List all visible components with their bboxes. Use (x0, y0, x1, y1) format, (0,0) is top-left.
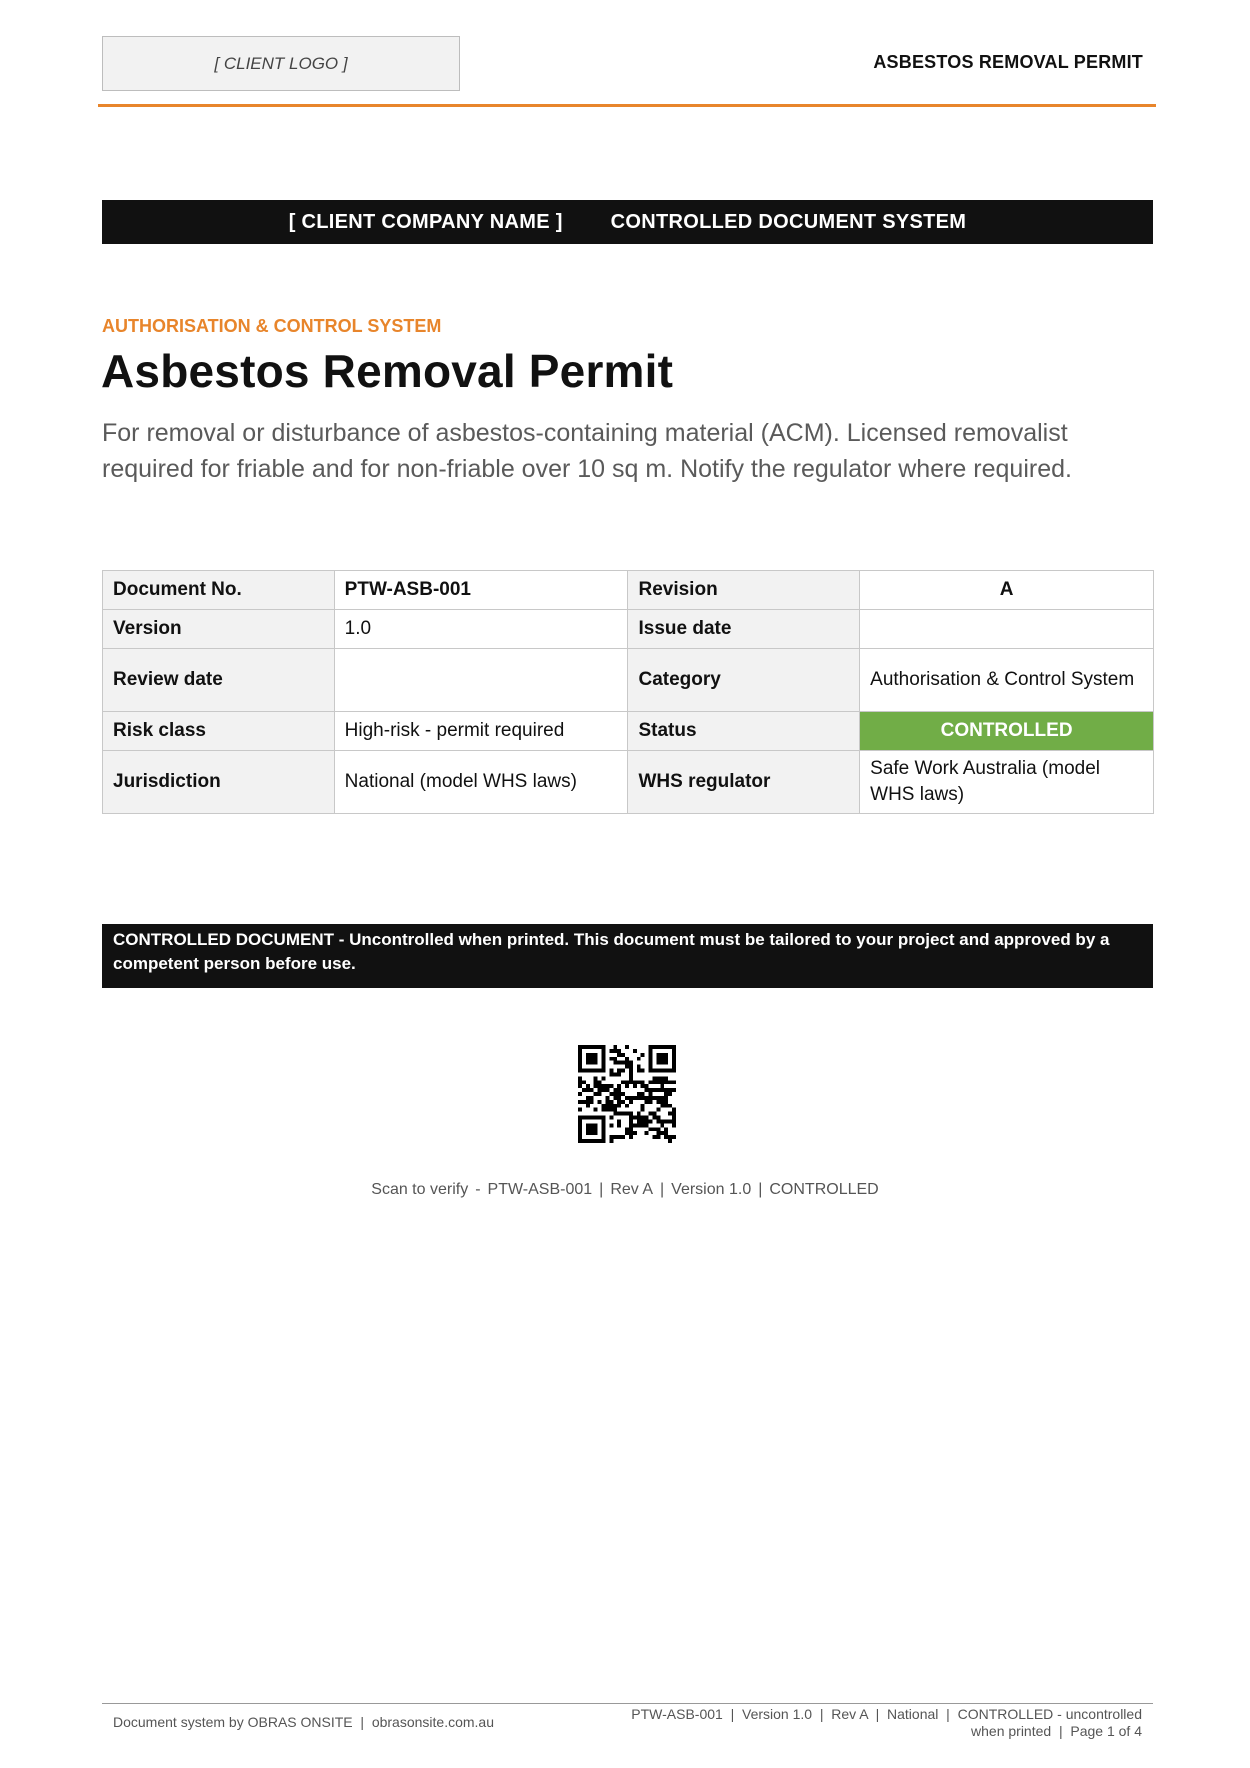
version-label: Version (103, 610, 335, 649)
issue-date-label: Issue date (628, 610, 860, 649)
regulator-label: WHS regulator (628, 751, 860, 814)
jurisdiction-value: National (model WHS laws) (334, 751, 628, 814)
table-row (103, 610, 1154, 649)
intro-paragraph: For removal or disturbance of asbestos-containing material (ACM). Licensed removalist required for friable and for non-friable over 10 sq m. Notify the regulator where required. (102, 419, 1072, 483)
verify-rev: Rev A (610, 1181, 653, 1198)
footer-credit: Document system by OBRAS ONSITE | obrasonsite.com.au (113, 1714, 494, 1730)
client-logo-placeholder: [ CLIENT LOGO ] (102, 36, 460, 91)
risk-class-label: Risk class (103, 712, 335, 751)
review-date-value (334, 649, 628, 712)
banner-system-name: CONTROLLED DOCUMENT SYSTEM (610, 210, 967, 233)
issue-date-value (860, 610, 1154, 649)
status-label: Status (628, 712, 860, 751)
page-title: Asbestos Removal Permit (101, 345, 674, 397)
document-no-value: PTW-ASB-001 (334, 571, 628, 610)
controlled-document-notice (102, 924, 1153, 988)
header-divider (98, 104, 1156, 107)
version-value: 1.0 (334, 610, 628, 649)
regulator-value: Safe Work Australia (model WHS laws) (860, 751, 1154, 814)
revision-value: A (860, 571, 1154, 610)
document-no-label: Document No. (103, 571, 335, 610)
status-badge: CONTROLLED (860, 712, 1154, 751)
banner-company-name: [ CLIENT COMPANY NAME ] (288, 210, 563, 233)
jurisdiction-label: Jurisdiction (103, 751, 335, 814)
footer-divider (102, 1703, 1153, 1704)
verify-status: CONTROLLED (769, 1181, 879, 1198)
footer-doc-info-line2: when printed | Page 1 of 4 (971, 1723, 1142, 1739)
header-doc-title: ASBESTOS REMOVAL PERMIT (873, 52, 1143, 72)
table-row (103, 571, 1154, 610)
verify-lead: Scan to verify (371, 1181, 469, 1198)
table-row (103, 712, 1154, 751)
qr-code-icon (578, 1045, 676, 1143)
risk-class-value: High-risk - permit required (334, 712, 628, 751)
footer-doc-info (582, 1706, 1142, 1740)
verify-line: Scan to verify - PTW-ASB-001 | Rev A | Version 1.0 | CONTROLLED (371, 1181, 879, 1198)
notice-lead: CONTROLLED DOCUMENT - (113, 930, 350, 949)
verify-doc: PTW-ASB-001 (487, 1181, 593, 1198)
verify-version: Version 1.0 (671, 1181, 752, 1198)
company-banner (102, 200, 1153, 244)
footer-doc-info-line1: PTW-ASB-001 | Version 1.0 | Rev A | National | CONTROLLED - uncontrolled (631, 1706, 1142, 1722)
notice-text: Uncontrolled when printed. This document must be tailored to your project and approved by a competent person before use. (113, 930, 1110, 973)
category-value: Authorisation & Control System (860, 649, 1154, 712)
revision-label: Revision (628, 571, 860, 610)
review-date-label: Review date (103, 649, 335, 712)
document-metadata-table (102, 570, 1154, 814)
section-kicker: AUTHORISATION & CONTROL SYSTEM (102, 316, 442, 336)
table-row (103, 649, 1154, 712)
category-label: Category (628, 649, 860, 712)
table-row (103, 751, 1154, 814)
